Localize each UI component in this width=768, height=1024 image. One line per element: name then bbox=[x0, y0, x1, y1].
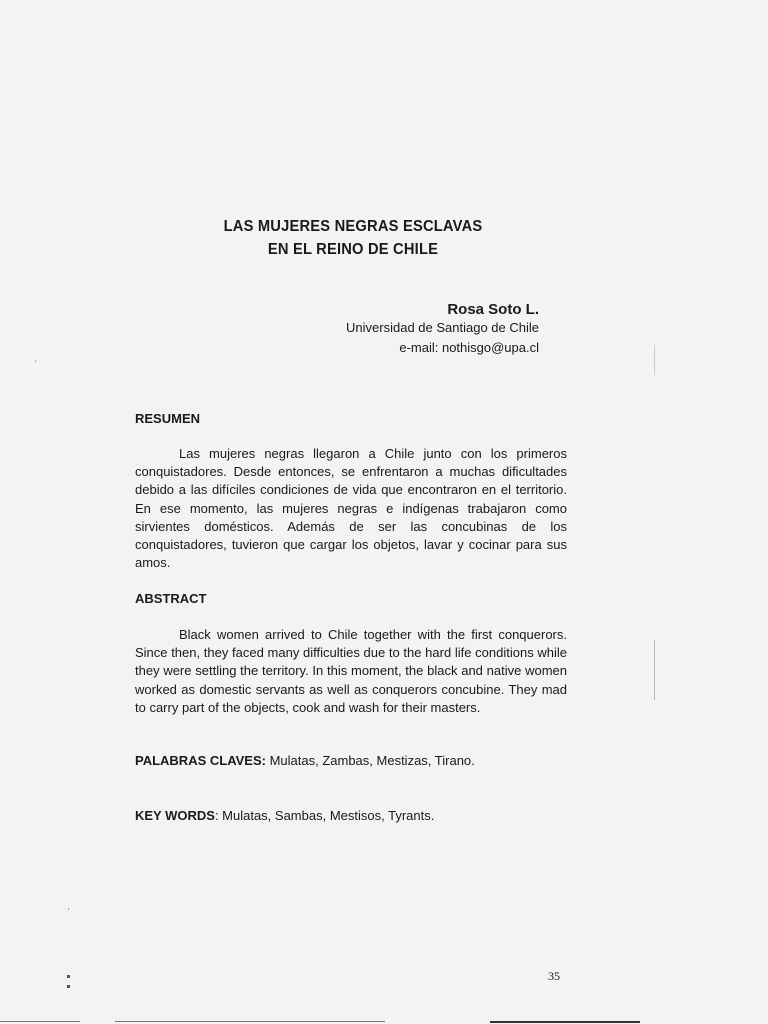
key-words-value: : Mulatas, Sambas, Mestisos, Tyrants. bbox=[214, 808, 435, 823]
author-email: e-mail: nothisgo@upa.cl bbox=[399, 340, 539, 355]
scan-line bbox=[654, 345, 655, 375]
key-words bbox=[135, 808, 434, 823]
resumen-paragraph: Las mujeres negras llegaron a Chile junto con los primeros conquistadores. Desde entonces, se enfrentaron a muchas dificultades debido a las difíciles condiciones de vida que encontraron en el territorio. En ese momento, las mujeres negras e indígenas trabajaron como sirvientes domésticos. Además de ser las concubinas de los conquistadores, tuvieron que cargar los objetos, lavar y cocinar para sus amos. bbox=[135, 446, 567, 571]
page-number: 35 bbox=[548, 969, 560, 983]
scan-dot bbox=[67, 985, 70, 988]
palabras-claves-label: PALABRAS CLAVES: bbox=[135, 753, 266, 768]
abstract-paragraph: Black women arrived to Chile together with the first conquerors. Since then, they faced many difficulties due to the hard life conditions while they were settling the territory. In this moment, the black and native women worked as domestic servants as well as conquerors concubine. They mad to carry part of the objects, cook and wash for their masters. bbox=[135, 627, 567, 715]
article-title-line-1: LAS MUJERES NEGRAS ESCLAVAS bbox=[223, 218, 483, 235]
scan-dot bbox=[35, 360, 36, 362]
author-affiliation: Universidad de Santiago de Chile bbox=[346, 320, 539, 335]
key-words-label: KEY WORDS bbox=[135, 808, 215, 823]
scan-line bbox=[654, 640, 655, 700]
scan-dot bbox=[68, 908, 69, 910]
article-title-line-2: EN EL REINO DE CHILE bbox=[267, 241, 439, 258]
bottom-rule-middle bbox=[115, 1021, 385, 1022]
palabras-claves-value: Mulatas, Zambas, Mestizas, Tirano. bbox=[265, 753, 475, 768]
scan-dot bbox=[67, 975, 70, 978]
bottom-rule-left bbox=[0, 1021, 80, 1022]
author-name: Rosa Soto L. bbox=[447, 301, 539, 318]
bottom-rule-right bbox=[490, 1021, 640, 1023]
abstract-heading: ABSTRACT bbox=[135, 591, 207, 606]
resumen-heading: RESUMEN bbox=[135, 411, 201, 426]
palabras-claves bbox=[135, 753, 475, 768]
